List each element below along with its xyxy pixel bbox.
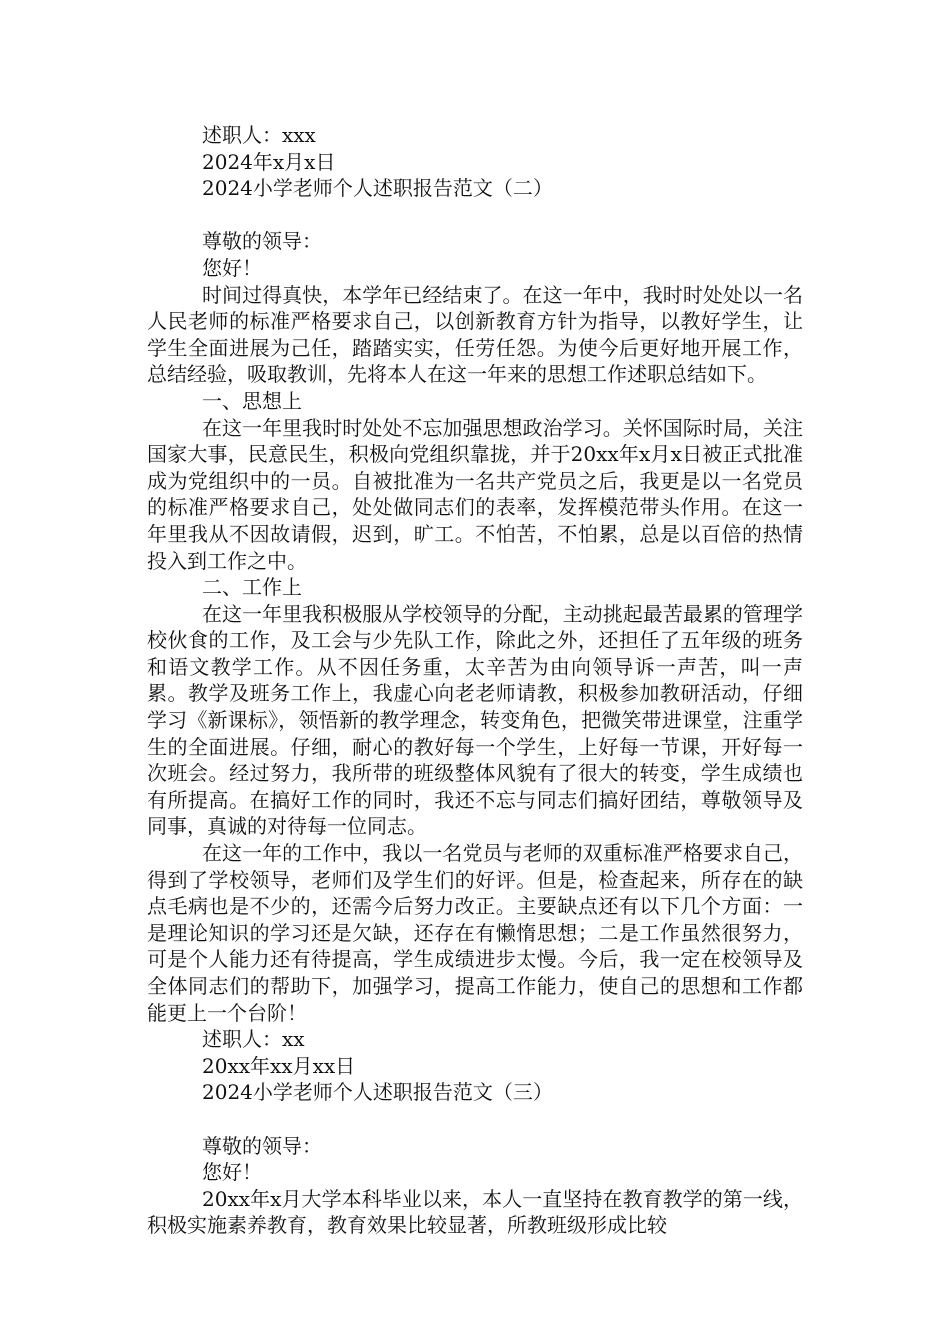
salutation: 尊敬的领导： [202, 229, 322, 254]
salutation: 尊敬的领导： [202, 1133, 322, 1158]
intro-paragraph: 时间过得真快，本学年已经结束了。在这一年中，我时时处处以一名人民老师的标准严格要求自己，以创新教育方针为指导，以教好学生，让学生全面进展为己任，踏踏实实，任劳任怨。为使今后更好地开展工作，总结经验，吸取教训，先将本人在这一年来的思想工作述职总结如下。 [147, 282, 803, 387]
thought-paragraph: 在这一年里我时时处处不忘加强思想政治学习。关怀国际时局，关注国家大事，民意民生，积极向党组织靠拢，并于20xx年x月x日被正式批准成为党组织中的一员。自被批准为一名共产党员之后，我更是以一名党员的标准严格要求自己，处处做同志们的表率，发挥模范带头作用。在这一年里我从不因故请假，迟到，旷工。不怕苦，不怕累，总是以百倍的热情投入到工作之中。 [147, 415, 803, 573]
summary-paragraph: 在这一年的工作中，我以一名党员与老师的双重标准严格要求自己，得到了学校领导，老师们及学生们的好评。但是，检查起来，所存在的缺点毛病也是不少的，还需今后努力改正。主要缺点还有以下几个方面：一是理论知识的学习还是欠缺，还存在有懒惰思想；二是工作虽然很努力，可是个人能力还有待提高，学生成绩进步太慢。今后，我一定在校领导及全体同志们的帮助下，加强学习，提高工作能力，使自己的思想和工作都能更上一个台阶！ [147, 841, 803, 1025]
signature-author: 述职人：xx [202, 1027, 305, 1052]
section-title: 2024小学老师个人述职报告范文（二） [202, 176, 553, 201]
greeting: 您好！ [202, 255, 262, 280]
signature-date: 2024年x月x日 [202, 149, 336, 174]
intro-paragraph: 20xx年x月大学本科毕业以来，本人一直坚持在教育教学的第一线，积极实施素养教育，教育效果比较显著，所教班级形成比较 [147, 1186, 803, 1238]
heading-thought: 一、思想上 [202, 388, 302, 413]
section-title: 2024小学老师个人述职报告范文（三） [202, 1080, 553, 1105]
greeting: 您好！ [202, 1160, 262, 1185]
work-paragraph: 在这一年里我积极服从学校领导的分配，主动挑起最苦最累的管理学校伙食的工作，及工会与少先队工作，除此之外，还担任了五年级的班务和语文教学工作。从不因任务重，太辛苦为由向领导诉一声苦，叫一声累。教学及班务工作上，我虚心向老老师请教，积极参加教研活动，仔细学习《新课标》，领悟新的教学理念，转变角色，把微笑带进课堂，注重学生的全面进展。仔细，耐心的教好每一个学生，上好每一节课，开好每一次班会。经过努力，我所带的班级整体风貌有了很大的转变，学生成绩也有所提高。在搞好工作的同时，我还不忘与同志们搞好团结，尊敬领导及同事，真诚的对待每一位同志。 [147, 601, 803, 839]
signature-author: 述职人：xxx [202, 123, 316, 147]
document-body [147, 122, 803, 1239]
blank-line [147, 202, 803, 229]
heading-work: 二、工作上 [202, 575, 302, 600]
blank-line [147, 1106, 803, 1133]
signature-date: 20xx年xx月xx日 [202, 1053, 356, 1078]
